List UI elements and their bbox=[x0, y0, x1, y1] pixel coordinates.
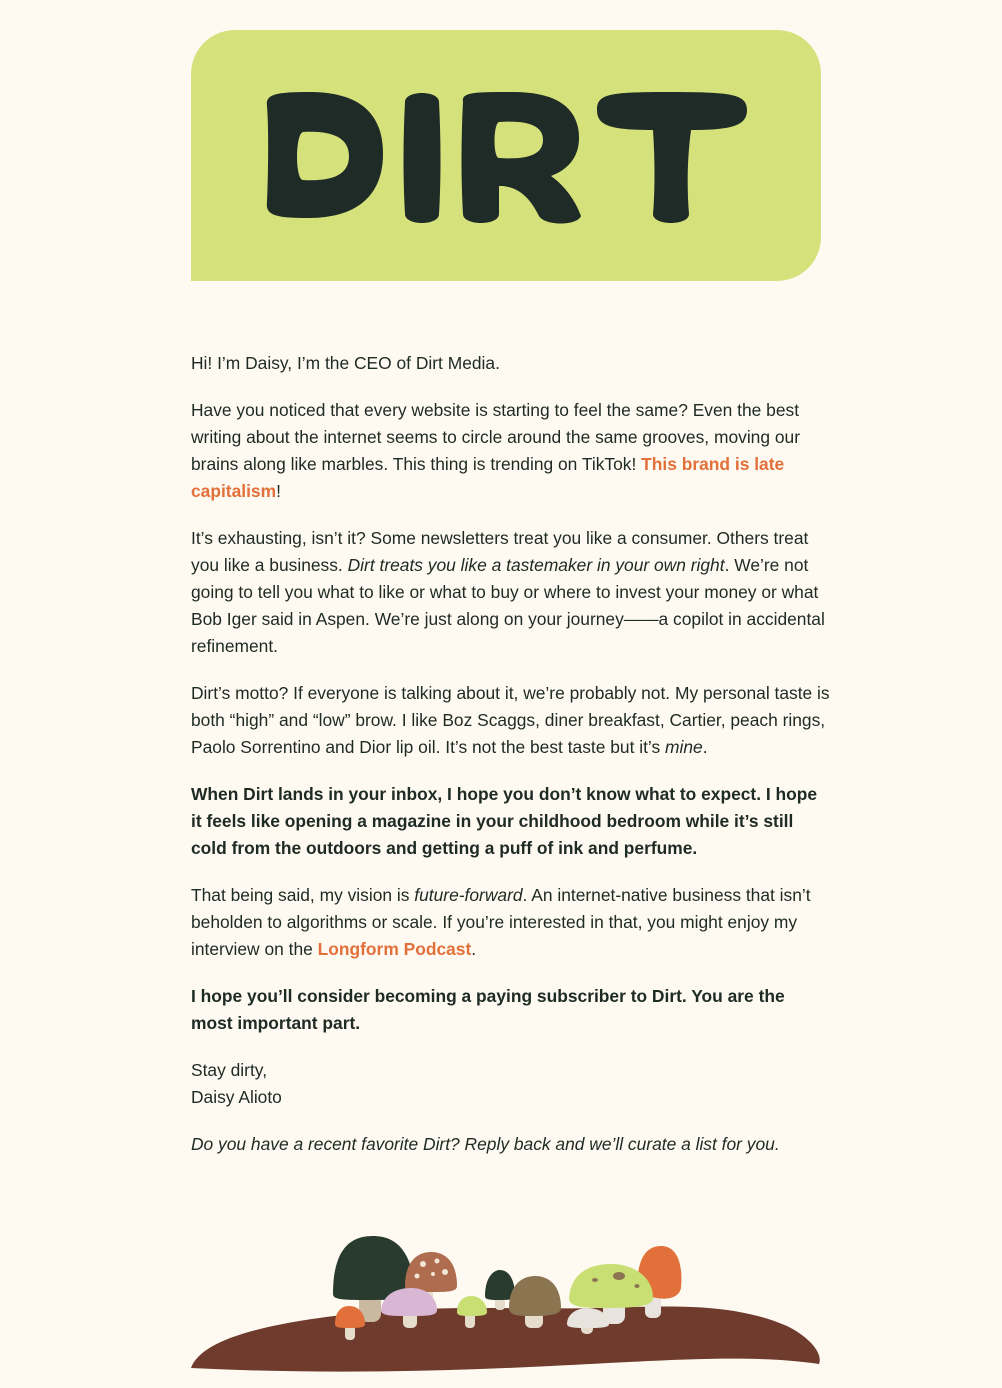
paragraph-text: . bbox=[702, 737, 708, 757]
paragraph-websites bbox=[191, 397, 831, 505]
signoff-block bbox=[191, 1057, 831, 1111]
emphasis-text: Dirt treats you like a tastemaker in your own right bbox=[347, 555, 725, 575]
paragraph-motto bbox=[191, 680, 831, 761]
mushroom-illustration-icon bbox=[191, 1228, 821, 1378]
paragraph-text: ! bbox=[276, 481, 281, 501]
emphasis-text: future-forward bbox=[414, 885, 523, 905]
paragraph-text: . An internet-native business that isn’t beholden to algorithms or scale. If you’re interested in that, you might enjoy my interview on the bbox=[191, 885, 811, 959]
signature: Daisy Alioto bbox=[191, 1087, 282, 1107]
letter-body bbox=[191, 350, 831, 1178]
paragraph-vision bbox=[191, 882, 831, 963]
postscript-text: Do you have a recent favorite Dirt? Reply back and we’ll curate a list for you. bbox=[191, 1134, 780, 1154]
emphasis-text: mine bbox=[665, 737, 703, 757]
dirt-logo bbox=[191, 30, 821, 281]
paragraph-text: . bbox=[471, 939, 477, 959]
dirt-logo-icon bbox=[191, 30, 821, 281]
paragraph-text: . We’re not going to tell you what to like or what to buy or where to invest your money or what Bob Iger said in Aspen. We’re just along on your journey——a copilot in accidental refinement. bbox=[191, 555, 825, 656]
paragraph-text: It’s exhausting, isn’t it? Some newsletters treat you like a consumer. Others treat you like a business. bbox=[191, 528, 809, 575]
paragraph-text: That being said, my vision is bbox=[191, 885, 415, 905]
postscript bbox=[191, 1131, 831, 1158]
paragraph-inbox: When Dirt lands in your inbox, I hope you don’t know what to expect. I hope it feels like opening a magazine in your childhood bedroom while it’s still cold from the outdoors and getting a puff of ink and perfume. bbox=[191, 784, 818, 858]
greeting: Hi! I’m Daisy, I’m the CEO of Dirt Media. bbox=[191, 353, 500, 373]
late-capitalism-link[interactable]: This brand is late capitalism bbox=[191, 454, 785, 501]
paragraph-exhausting bbox=[191, 525, 831, 660]
paragraph-subscribe: I hope you’ll consider becoming a paying subscriber to Dirt. You are the most important part. bbox=[191, 986, 785, 1033]
signoff: Stay dirty, bbox=[191, 1060, 268, 1080]
paragraph-text: Have you noticed that every website is starting to feel the same? Even the best writing about the internet seems to circle around the same grooves, moving our brains along like marbles. This thing is trending on TikTok! bbox=[191, 400, 800, 474]
longform-podcast-link[interactable]: Longform Podcast bbox=[317, 939, 472, 959]
paragraph-text: Dirt’s motto? If everyone is talking about it, we’re probably not. My personal taste is both “high” and “low” brow. I like Boz Scaggs, diner breakfast, Cartier, peach rings, Paolo Sorrentino and Dior lip oil. It’s not the best taste but it’s bbox=[191, 683, 830, 757]
